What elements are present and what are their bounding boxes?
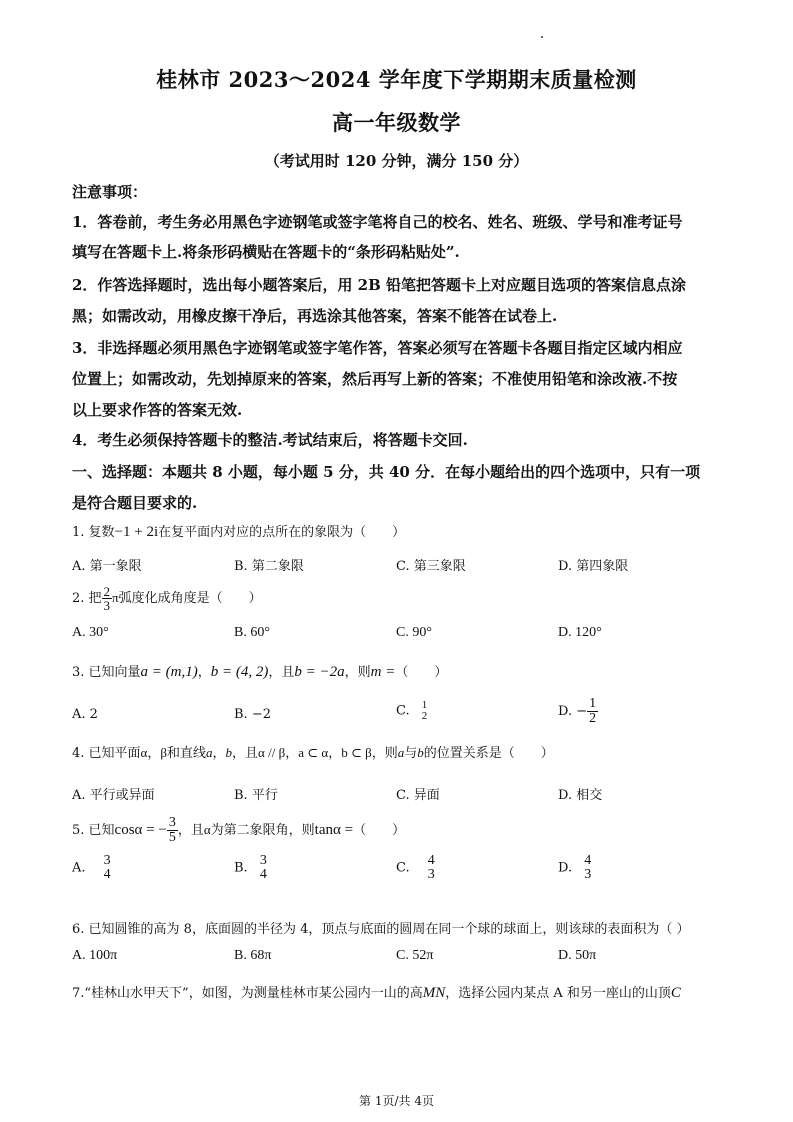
question-6: 6. 已知圆锥的高为 8，底面圆的半径为 4，顶点与底面的圆周在同一个球的球面上，则该球的表面积为（ ） <box>72 922 690 937</box>
q4-option-c: C. 异面 <box>396 788 440 803</box>
q1-option-d: D. 第四象限 <box>558 559 629 574</box>
notice-line: 1．答卷前，考生务必用黑色字迹钢笔或签字笔将自己的校名、姓名、班级、学号和准考证号 <box>72 213 683 231</box>
q6-option-b: B. 68π <box>234 948 272 963</box>
notice-line: 黑；如需改动，用橡皮擦干净后，再选涂其他答案，答案不能答在试卷上. <box>72 307 558 325</box>
q1-option-a: A. 第一象限 <box>72 559 142 574</box>
page-footer: 第 1页/共 4页 <box>359 1094 434 1108</box>
exam-title: 桂林市 2023～2024 学年度下学期期末质量检测 <box>156 67 637 92</box>
q2-option-d: D. 120° <box>558 625 602 640</box>
q3-option-a: A. 2 <box>72 707 98 722</box>
question-1: 1. 复数−1 + 2i在复平面内对应的点所在的象限为（ ） <box>72 524 406 540</box>
q1-option-c: C. 第三象限 <box>396 559 466 574</box>
notice-line: 4．考生必须保持答题卡的整洁.考试结束后，将答题卡交回. <box>72 431 468 449</box>
notice-line: 以上要求作答的答案无效. <box>72 401 243 419</box>
question-7: 7.“桂林山水甲天下”，如图，为测量桂林市某公园内一山的高MN，选择公园内某点 A 和另一座山的山顶C <box>72 985 681 1001</box>
section-heading: 是符合题目要求的. <box>72 494 198 512</box>
q3-option-c: C. 1 2 <box>396 699 428 722</box>
q2-option-c: C. 90° <box>396 625 432 640</box>
q2-option-b: B. 60° <box>234 625 270 640</box>
exam-subtitle: 高一年级数学 <box>332 110 461 135</box>
q3-option-d: D. − $\frac{1}{2}$ <box>558 696 597 726</box>
notice-heading: 注意事项： <box>72 183 148 201</box>
notice-line: 3．非选择题必须用黑色字迹钢笔或签字笔作答，答案必须写在答题卡各题目指定区域内相应 <box>72 339 683 357</box>
question-5: 5. 已知cosα = − $\frac{3}{5}$ ，且α为第二象限角，则tanα =（ ） <box>72 815 406 845</box>
q3-option-b: B. −2 <box>234 707 271 722</box>
q5-option-b: B. 3 4 <box>234 853 267 882</box>
q5-option-c: C. 4 3 <box>396 853 435 882</box>
q5-option-a: A. 3 4 <box>72 853 111 882</box>
question-2: 2. 把 $\frac{2}{3}$ π弧度化成角度是（ ） <box>72 584 262 613</box>
q5-option-d: D. 4 3 <box>558 853 592 882</box>
section-heading: 一、选择题：本题共 8 小题，每小题 5 分，共 40 分．在每小题给出的四个选项中，只有一项 <box>72 463 701 481</box>
question-3: 3. 已知向量a = (m,1)，b = (4, 2)，且b = −2a，则m =（ ） <box>72 664 448 680</box>
q4-option-d: D. 相交 <box>558 788 603 803</box>
notice-line: 位置上；如需改动，先划掉原来的答案，然后再写上新的答案；不准使用铅笔和涂改液.不按 <box>72 370 678 388</box>
q2-option-a: A. 30° <box>72 625 109 640</box>
notice-line: 2．作答选择题时，选出每小题答案后，用 2B 铅笔把答题卡上对应题目选项的答案信息点涂 <box>72 276 687 294</box>
q4-option-a: A. 平行或异面 <box>72 788 155 803</box>
question-4: 4. 已知平面α，β和直线a，b，且α // β，a ⊂ α，b ⊂ β，则a与b的位置关系是（ ） <box>72 745 554 761</box>
exam-info: （考试用时 120 分钟，满分 150 分） <box>264 152 529 170</box>
q6-option-c: C. 52π <box>396 948 434 963</box>
q4-option-b: B. 平行 <box>234 788 278 803</box>
q6-option-a: A. 100π <box>72 948 118 963</box>
notice-line: 填写在答题卡上.将条形码横贴在答题卡的“条形码粘贴处”. <box>72 243 460 261</box>
q1-option-b: B. 第二象限 <box>234 559 304 574</box>
scan-dot <box>541 36 543 38</box>
q6-option-d: D. 50π <box>558 948 597 963</box>
